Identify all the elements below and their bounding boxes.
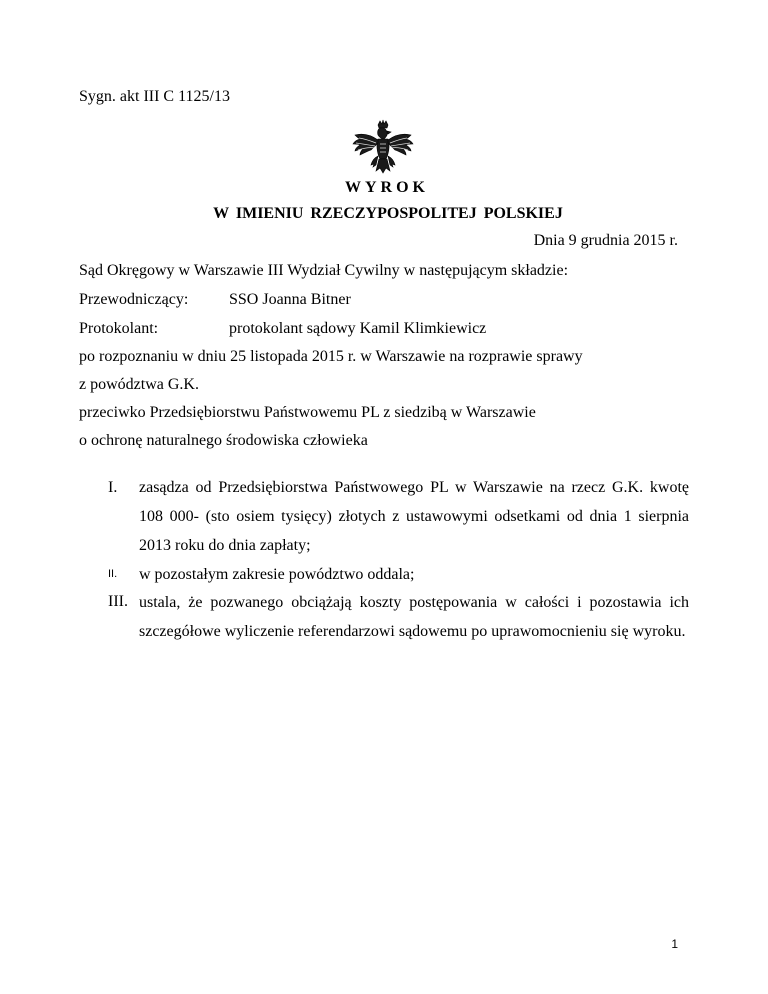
court-composition-line: Sąd Okręgowy w Warszawie III Wydział Cywilny w następującym składzie: xyxy=(79,262,569,279)
ruling-text: w pozostałym zakresie powództwo oddala; xyxy=(139,566,415,583)
hearing-line: po rozpoznaniu w dniu 25 listopada 2015 r. w Warszawie na rozprawie sprawy xyxy=(79,348,583,365)
ruling-numeral: III. xyxy=(108,593,128,610)
clerk-label: Protokolant: xyxy=(79,320,159,337)
page-number: 1 xyxy=(671,937,678,951)
case-signature: Sygn. akt III C 1125/13 xyxy=(79,88,230,105)
judgment-date: Dnia 9 grudnia 2015 r. xyxy=(533,232,678,249)
ruling-numeral: I. xyxy=(108,479,118,496)
clerk-value: protokolant sądowy Kamil Klimkiewicz xyxy=(229,320,487,337)
ruling-text: zasądza od Przedsiębiorstwa Państwowego PL w Warszawie na rzecz G.K. kwotę 108 000- (sto osiem tysięcy) złotych z ustawowymi odsetkami od dnia 1 sierpnia 2013 roku do dnia zapłaty; xyxy=(139,479,689,554)
document-title: WYROK xyxy=(345,179,429,196)
presiding-judge-label: Przewodniczący: xyxy=(79,291,189,308)
ruling-numeral: II. xyxy=(108,568,118,580)
presiding-judge-value: SSO Joanna Bitner xyxy=(229,291,351,308)
subject-line: o ochronę naturalnego środowiska człowieka xyxy=(79,432,368,449)
defendant-line: przeciwko Przedsiębiorstwu Państwowemu PL z siedzibą w Warszawie xyxy=(79,404,536,421)
ruling-text: ustala, że pozwanego obciążają koszty postępowania w całości i pozostawia ich szczegółowe wyliczenie referendarzowi sądowemu po uprawomocnieniu się wyroku. xyxy=(139,594,689,640)
plaintiff-line: z powództwa G.K. xyxy=(79,376,199,393)
polish-eagle-emblem-icon xyxy=(351,119,415,181)
document-subtitle: W IMIENIU RZECZYPOSPOLITEJ POLSKIEJ xyxy=(213,205,563,222)
